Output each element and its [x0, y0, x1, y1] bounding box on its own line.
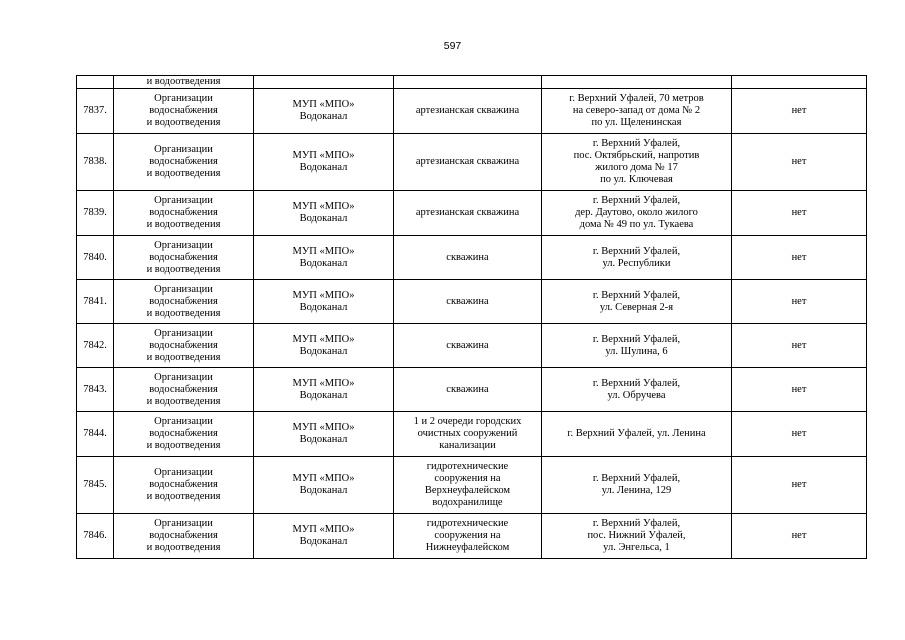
cell-object: 1 и 2 очереди городских очистных сооружений канализации — [394, 412, 542, 457]
cell-owner: МУП «МПО» Водоканал — [254, 514, 394, 559]
table-row — [77, 457, 867, 514]
cell-object: скважина — [394, 368, 542, 412]
cell-organization-type: Организации водоснабжения и водоотведения — [114, 191, 254, 236]
cell-organization-type: Организации водоснабжения и водоотведения — [114, 89, 254, 134]
registry-table — [76, 75, 867, 559]
table-row — [77, 368, 867, 412]
cell-organization-type: Организации водоснабжения и водоотведения — [114, 457, 254, 514]
cell-address: г. Верхний Уфалей, пос. Октябрьский, напротив жилого дома № 17 по ул. Ключевая — [542, 134, 732, 191]
table-row — [77, 514, 867, 559]
cell-address: г. Верхний Уфалей, ул. Шулина, 6 — [542, 324, 732, 368]
cell-owner: МУП «МПО» Водоканал — [254, 280, 394, 324]
table-row — [77, 412, 867, 457]
cell-status: нет — [732, 236, 867, 280]
cell-owner: МУП «МПО» Водоканал — [254, 89, 394, 134]
table-row — [77, 236, 867, 280]
cell-object: гидротехнические сооружения на Нижнеуфалейском — [394, 514, 542, 559]
cell-object: гидротехнические сооружения на Верхнеуфалейском водохранилище — [394, 457, 542, 514]
table-row — [77, 280, 867, 324]
cell-object — [394, 76, 542, 89]
cell-organization-type: Организации водоснабжения и водоотведения — [114, 280, 254, 324]
cell-address: г. Верхний Уфалей, ул. Обручева — [542, 368, 732, 412]
cell-status: нет — [732, 514, 867, 559]
cell-owner: МУП «МПО» Водоканал — [254, 191, 394, 236]
cell-address: г. Верхний Уфалей, ул. Северная 2-я — [542, 280, 732, 324]
cell-number: 7840. — [77, 236, 114, 280]
cell-address: г. Верхний Уфалей, ул. Ленина — [542, 412, 732, 457]
cell-organization-type: Организации водоснабжения и водоотведения — [114, 324, 254, 368]
cell-number — [77, 76, 114, 89]
cell-status: нет — [732, 89, 867, 134]
cell-number: 7839. — [77, 191, 114, 236]
cell-number: 7843. — [77, 368, 114, 412]
table-row — [77, 191, 867, 236]
cell-number: 7844. — [77, 412, 114, 457]
cell-object: скважина — [394, 280, 542, 324]
cell-status: нет — [732, 412, 867, 457]
page-number: 597 — [443, 40, 462, 52]
cell-organization-type: Организации водоснабжения и водоотведения — [114, 514, 254, 559]
cell-number: 7845. — [77, 457, 114, 514]
cell-address: г. Верхний Уфалей, ул. Ленина, 129 — [542, 457, 732, 514]
cell-organization-type: Организации водоснабжения и водоотведения — [114, 236, 254, 280]
cell-address: г. Верхний Уфалей, ул. Республики — [542, 236, 732, 280]
cell-organization-type: Организации водоснабжения и водоотведения — [114, 412, 254, 457]
cell-status — [732, 76, 867, 89]
cell-organization-type: Организации водоснабжения и водоотведения — [114, 134, 254, 191]
cell-address: г. Верхний Уфалей, 70 метров на северо-запад от дома № 2 по ул. Щеленинская — [542, 89, 732, 134]
cell-object: скважина — [394, 324, 542, 368]
cell-object: артезианская скважина — [394, 89, 542, 134]
cell-object: артезианская скважина — [394, 134, 542, 191]
cell-owner: МУП «МПО» Водоканал — [254, 324, 394, 368]
cell-number: 7838. — [77, 134, 114, 191]
cell-object: артезианская скважина — [394, 191, 542, 236]
cell-status: нет — [732, 324, 867, 368]
cell-address — [542, 76, 732, 89]
cell-address: г. Верхний Уфалей, дер. Даутово, около жилого дома № 49 по ул. Тукаева — [542, 191, 732, 236]
cell-object: скважина — [394, 236, 542, 280]
cell-status: нет — [732, 368, 867, 412]
table-row — [77, 134, 867, 191]
cell-organization-type: Организации водоснабжения и водоотведения — [114, 368, 254, 412]
cell-number: 7841. — [77, 280, 114, 324]
cell-address: г. Верхний Уфалей, пос. Нижний Уфалей, ул. Энгельса, 1 — [542, 514, 732, 559]
cell-owner — [254, 76, 394, 89]
table-row — [77, 89, 867, 134]
cell-status: нет — [732, 457, 867, 514]
cell-number: 7846. — [77, 514, 114, 559]
cell-status: нет — [732, 280, 867, 324]
table-row-continuation — [77, 76, 867, 89]
table-row — [77, 324, 867, 368]
cell-number: 7837. — [77, 89, 114, 134]
cell-owner: МУП «МПО» Водоканал — [254, 412, 394, 457]
cell-owner: МУП «МПО» Водоканал — [254, 368, 394, 412]
cell-owner: МУП «МПО» Водоканал — [254, 134, 394, 191]
cell-organization-type: и водоотведения — [114, 76, 254, 89]
cell-owner: МУП «МПО» Водоканал — [254, 236, 394, 280]
cell-owner: МУП «МПО» Водоканал — [254, 457, 394, 514]
cell-status: нет — [732, 134, 867, 191]
cell-number: 7842. — [77, 324, 114, 368]
cell-status: нет — [732, 191, 867, 236]
